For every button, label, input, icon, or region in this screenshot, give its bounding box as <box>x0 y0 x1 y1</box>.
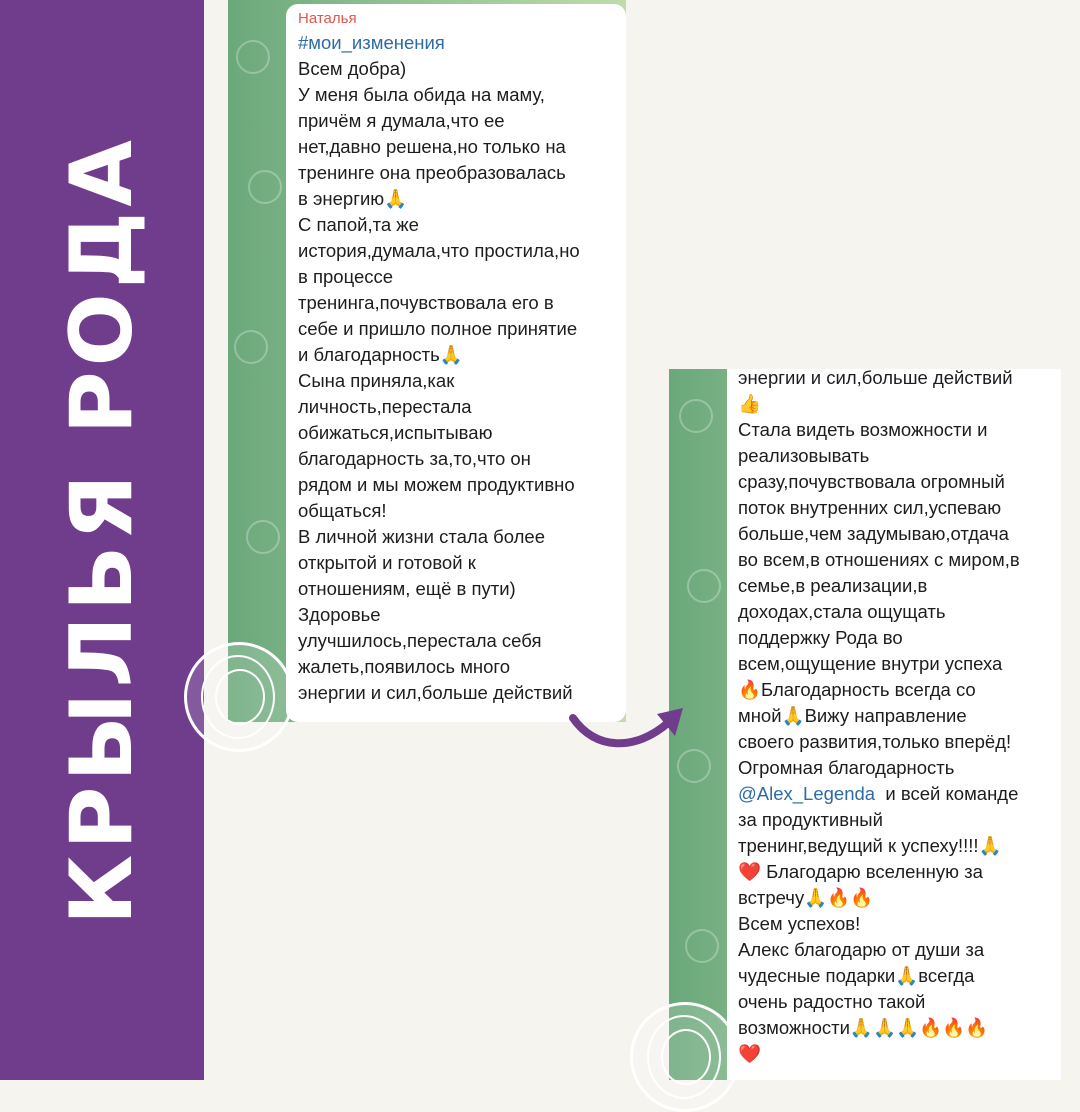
message-line: поддержку Рода во <box>738 627 903 648</box>
message-line: очень радостно такой <box>738 991 926 1012</box>
message-line: В личной жизни стала более <box>298 526 545 547</box>
message-line: в процессе <box>298 266 394 287</box>
message-line: тренинга,почувствовала его в <box>298 292 554 313</box>
message-line: тренинге она преобразовалась <box>298 162 566 183</box>
message-line: Сына приняла,как <box>298 370 455 391</box>
message-line: тренинг,ведущий к успеху!!!!🙏 <box>738 835 1002 856</box>
message-line: ❤️ <box>738 1043 762 1064</box>
message-line: Всем добра) <box>298 58 407 79</box>
message-line: У меня была обида на маму, <box>298 84 545 105</box>
message-line: история,думала,что простила,но <box>298 240 580 261</box>
message-text <box>738 369 1050 781</box>
message-line: Стала видеть возможности и <box>738 419 988 440</box>
message-line: открытой и готовой к <box>298 552 476 573</box>
doodle-icon <box>234 330 268 364</box>
message-line: себе и пришло полное принятие <box>298 318 578 339</box>
message-line: жалеть,появилось много <box>298 656 511 677</box>
message-line: благодарность за,то,что он <box>298 448 531 469</box>
doodle-icon <box>679 399 713 433</box>
message-text <box>298 56 614 706</box>
scribble-decoration <box>184 642 294 752</box>
message-line: и благодарность🙏 <box>298 344 463 365</box>
message-line: всем,ощущение внутри успеха <box>738 653 1003 674</box>
message-line: Алекс благодарю от души за <box>738 939 985 960</box>
message-line: обижаться,испытываю <box>298 422 493 443</box>
message-line: Всем успехов! <box>738 913 861 934</box>
message-line: ❤️ Благодарю вселенную за <box>738 861 983 882</box>
message-line: Здоровье <box>298 604 381 625</box>
message-line: 👍 <box>738 393 762 414</box>
message-line: возможности🙏🙏🙏🔥🔥🔥 <box>738 1017 989 1038</box>
doodle-icon <box>246 520 280 554</box>
message-line: нет,давно решена,но только на <box>298 136 566 157</box>
arrow-icon <box>565 680 695 770</box>
mention-link[interactable]: @Alex_Legenda <box>738 783 876 804</box>
message-line: своего развития,только вперёд! <box>738 731 1012 752</box>
message-line: в энергию🙏 <box>298 188 408 209</box>
message-line: чудесные подарки🙏всегда <box>738 965 975 986</box>
chat-screenshot-1 <box>228 0 626 722</box>
message-line: энергии и сил,больше действий <box>298 682 573 703</box>
message-line: больше,чем задумываю,отдача <box>738 523 1009 544</box>
doodle-icon <box>685 929 719 963</box>
message-line: встречу🙏🔥🔥 <box>738 887 874 908</box>
message-hashtag[interactable]: #мои_изменения <box>298 32 445 53</box>
message-line: С папой,та же <box>298 214 419 235</box>
message-line: реализовывать <box>738 445 870 466</box>
message-bubble <box>286 4 626 722</box>
mention-suffix: и всей команде <box>875 783 1019 804</box>
message-author[interactable]: Наталья <box>298 10 357 27</box>
message-line: энергии и сил,больше действий <box>738 369 1013 388</box>
scribble-decoration <box>630 1002 740 1112</box>
message-line: 🔥Благодарность всегда со <box>738 679 976 700</box>
message-line: поток внутренних сил,успеваю <box>738 497 1002 518</box>
message-line: причём я думала,что ее <box>298 110 505 131</box>
message-bubble <box>727 369 1061 1080</box>
message-line: семье,в реализации,в <box>738 575 928 596</box>
mention-line <box>738 781 1050 807</box>
doodle-icon <box>248 170 282 204</box>
message-line: улучшилось,перестала себя <box>298 630 542 651</box>
side-title: КРЫЛЬЯ РОДА <box>52 135 152 925</box>
message-line: личность,перестала <box>298 396 472 417</box>
message-line: доходах,стала ощущать <box>738 601 946 622</box>
message-line: отношениям, ещё в пути) <box>298 578 516 599</box>
message-line: во всем,в отношениях с миром,в <box>738 549 1020 570</box>
doodle-icon <box>687 569 721 603</box>
message-line: общаться! <box>298 500 387 521</box>
message-text <box>738 807 1050 1067</box>
doodle-icon <box>236 40 270 74</box>
message-line: рядом и мы можем продуктивно <box>298 474 575 495</box>
message-line: за продуктивный <box>738 809 883 830</box>
message-line: сразу,почувствовала огромный <box>738 471 1005 492</box>
message-line: Огромная благодарность <box>738 757 955 778</box>
message-line: мной🙏Вижу направление <box>738 705 967 726</box>
chat-screenshot-2 <box>669 369 1061 1080</box>
